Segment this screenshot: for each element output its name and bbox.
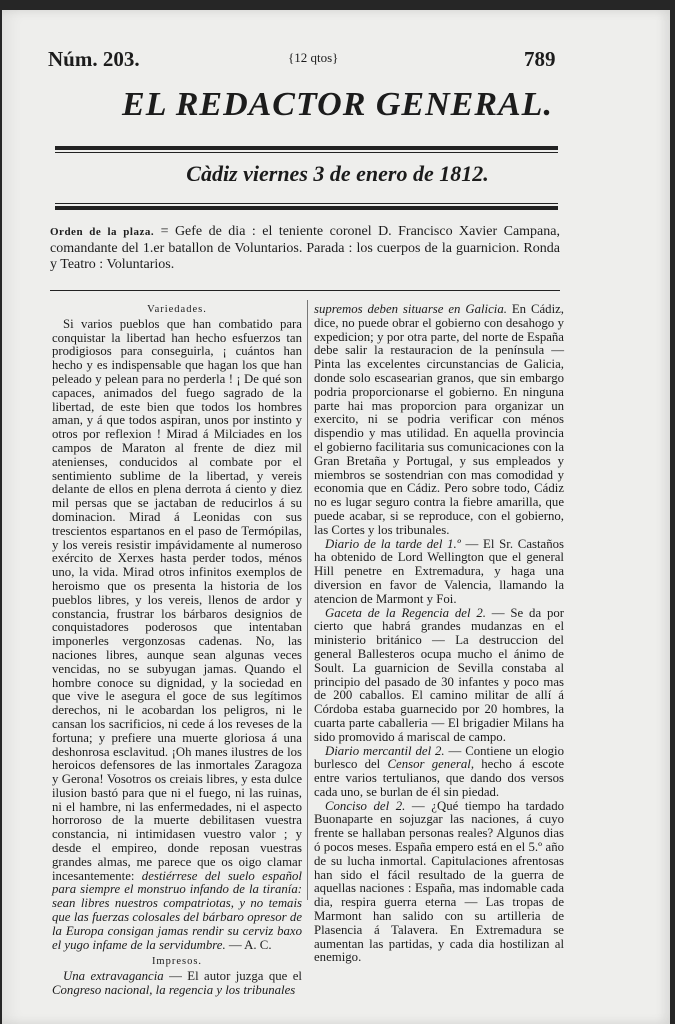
right-column xyxy=(314,303,564,965)
mercantil-italic: Censor general xyxy=(387,757,471,772)
impresos-heading: Impresos. xyxy=(151,956,203,968)
mercantil-text-a: — Contiene un elogio burlesco del xyxy=(314,743,564,772)
variedades-heading: Variedades. xyxy=(147,304,207,315)
conciso-paragraph xyxy=(314,800,564,966)
continuation-paragraph xyxy=(314,303,564,538)
impresos-italic-start: Una extravagancia xyxy=(63,969,164,984)
continuation-text: En Cádiz, dice, no puede obrar el gobierno con desahogo y expedicion; y por otra parte, del norte de España debe salir la restauracion de la península — Pinta las excelentes circunstancias de Galicia, donde solo escasearian granos, que sin embargo podria proporcionarse el gobierno. En ninguna parte hai mas proporcion para organizar un exercito, ni se podria verificar con ménos dispendio y mas utilidad. En aquella provincia el gobierno facilitaria sus comunicaciones con la Gran Bretaña y Portugal, y sus empleados y miembros se sostendrian con mas comodidad y economia que en Cádiz. Pero sobre todo, Cádiz no es lugar seguro contra la fiebre amarilla, que puede acabar, si se reproduce, con el gobierno, las Cortes y los tribunales. xyxy=(314,302,565,537)
dateline: Càdiz viernes 3 de enero de 1812. xyxy=(186,161,489,186)
diario-tarde-paragraph xyxy=(314,538,564,607)
variedades-text: Si varios pueblos que han combatido para conquistar la libertad han hecho esfuerzos tan prodigiosos para conseguirla, ¡ cuántos han hecho y es indispensable que hagan los que han peleado y pelean para no perderla ! ¡ De qué son capaces, animados del fuego sagrado de la libertad, de este bien que todos los hombres aman, y á que todos aspiran, unos por instinto y otros por reflexion ! Mirad á Milciades en los campos de Maraton al frente de diez mil atenienses, conducidos al combate por el sentimiento sublime de la libertad, y vereis delante de ellos en plena derrota á ciento y diez mil persas que se jactaban de reducirlos á su dominacion. Mirad á Leonidas con sus trescientos espartanos en el paso de Termópilas, y los vereis resistir impávidamente al numeroso exército de Xerxes hasta perder todos, ménos uno, la vida. Mirad otros infinitos exemplos de heroismo que os presenta la historia de los pueblos libres, y los vereis, llenos de ardor y constancia, frustrar los bárbaros designios de conquistadores poderosos que intentaban imponerles vergonzosas cadenas. No, las naciones libres, aunque sean algunas veces vencidas, no se subyugan jamas. Quando el hombre conoce su dignidad, y la sociedad en que vive le asegura el goce de sus legítimos derechos, ni le acobardan los peligros, ni le cansan los sacrificios, ni cede á los reveses de la fortuna; y prefiere una muerte gloriosa á una deshonrosa esclavitud. ¡Oh manes ilustres de los heroicos defensores de las inmortales Zaragoza y Gerona! Vosotros os creiais libres, y esta dulce ilusion bastó para que ni el fuego, ni las ruinas, ni el hambre, ni las enfermedades, ni el aspecto horroroso de la muerte debilitasen vuestra constancia, ni intimidasen vuestro valor ; y desde el empireo, donde reposan vuestras grandes almas, me parece que os oigo clamar incesantemente: xyxy=(52,316,302,883)
conciso-text: — ¿Qué tiempo ha tardado Buonaparte en sojuzgar las naciones, á cuyo frente se hallaban personas reales? Algunos dias ó pocos meses. España empero está en el 5.º año de su lucha inmortal. Capitulaciones afrentosas han sido el fácil resultado de la guerra de aquellas naciones : España, mas indomable cada dia, respira guerra eterna — Las tropas de Marmont han salido con su artilleria de Plasencia á Talavera. En Extremadura se aumentan las partidas, y cada dia hostilizan al enemigo. xyxy=(314,798,564,965)
mercantil-paragraph xyxy=(314,745,564,800)
gaceta-text: — Se da por cierto que habrá grandes mudanzas en el ministerio británico — La destruccion del general Ballesteros ocupa mucho el ánimo de Soult. La guarnicion de Sevilla constaba al principio del pasado de 30 infantes y poco mas de 200 caballos. El camino militar de allí á Córdoba estaba guarnecido por 20 hombres, la cuarta parte caballeria — El brigadier Milans ha sido promovido á mariscal de campo. xyxy=(314,605,565,744)
orden-label: Orden de la plaza. xyxy=(50,226,155,238)
conciso-label: Conciso del 2. xyxy=(325,798,406,813)
orden-text: = Gefe de dia : el teniente coronel D. Francisco Xavier Campana, comandante del 1.er batallon de Voluntarios. Parada : los cuerpos de la guarnicion. Ronda y Teatro : Voluntarios. xyxy=(50,224,560,272)
mercantil-label: Diario mercantil del 2. xyxy=(325,743,445,758)
orden-de-la-plaza xyxy=(50,224,560,274)
section-rule xyxy=(50,290,560,291)
title-rule-thin xyxy=(55,152,558,153)
impresos-italic-end: Congreso nacional, la regencia y los tribunales xyxy=(52,983,296,998)
title-rule-thick xyxy=(55,146,558,150)
issue-price: {12 qtos} xyxy=(288,50,339,65)
variedades-article xyxy=(52,318,302,953)
continuation-italic: supremos deben situarse en Galicia. xyxy=(314,302,507,316)
page-number: 789 xyxy=(524,47,556,71)
date-rule-thick xyxy=(55,206,558,210)
impresos-text: — El autor juzga que el xyxy=(163,969,302,984)
variedades-signature: — A. C. xyxy=(225,937,272,952)
column-divider xyxy=(307,300,308,900)
diario-text: — El Sr. Castaños ha obtenido de Lord Wellington que el general Hill penetre en Extremadura, y haga una diversion en favor de Valencia, llamando la atencion de Marmont y Foi. xyxy=(314,536,564,606)
left-column xyxy=(52,303,302,998)
newspaper-title: EL REDACTOR GENERAL. xyxy=(122,86,553,123)
gaceta-paragraph xyxy=(314,607,564,745)
variedades-italic: destiérrese del suelo español para siempre el monstruo infando de la tiranía: sean libres nuestros compatriotas, y no temais que las fuerzas colosales del bárbaro opresor de la Europa consigan jamas rendir su cerviz baxo el yugo infame de la servidumbre. xyxy=(52,868,302,952)
gaceta-label: Gaceta de la Regencia del 2. xyxy=(325,605,486,620)
date-rule-thin xyxy=(55,203,558,204)
mercantil-text-b: , hecho á escote entre varios tertulianos, que dando dos versos cada uno, se burlan de él sin piedad. xyxy=(314,757,564,799)
impresos-article xyxy=(52,970,302,998)
issue-number: Núm. 203. xyxy=(48,47,140,71)
diario-label: Diario de la tarde del 1.º xyxy=(325,536,461,551)
